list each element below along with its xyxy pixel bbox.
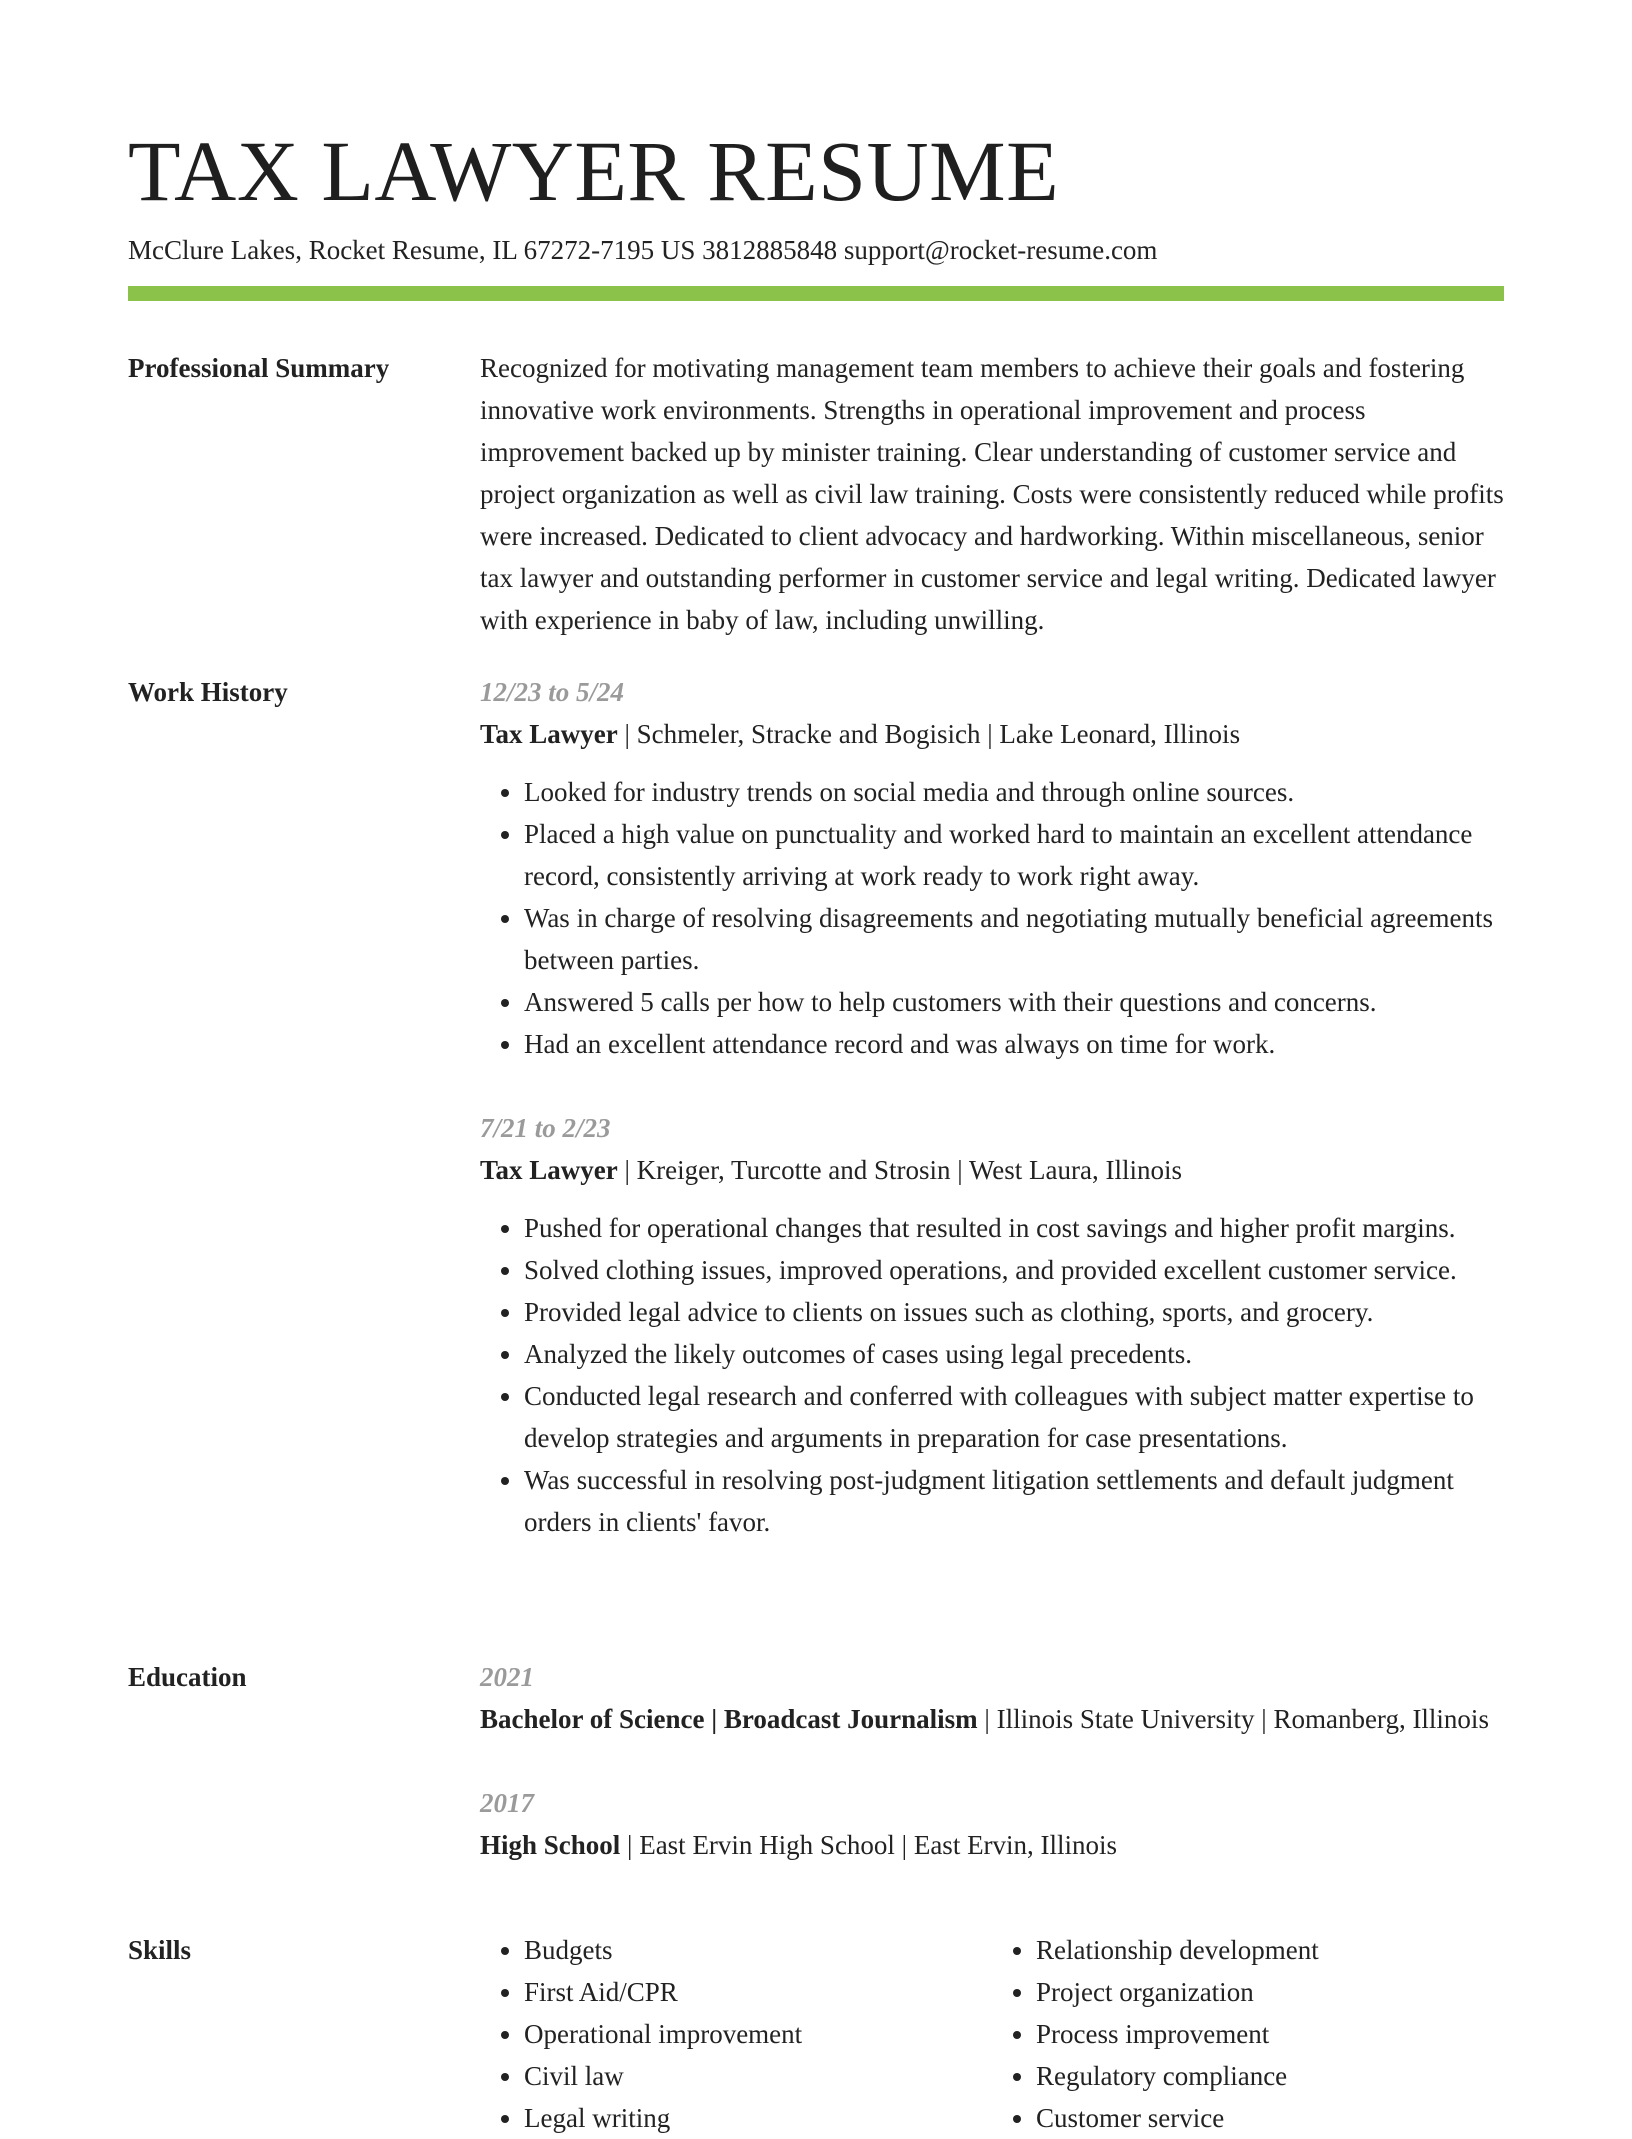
skill-item: • Customer service [1036, 2097, 1504, 2139]
education-entry [480, 1782, 1504, 1866]
education-degree: High School [480, 1830, 621, 1860]
contact-email[interactable]: support@rocket-resume.com [843, 235, 1158, 265]
skill-item: • Legal writing [524, 2097, 992, 2139]
job-bullet: • Conducted legal research and conferred with colleagues with subject matter expertise to develop strategies and arguments in preparation for case presentations. [524, 1375, 1504, 1459]
education-entry [480, 1656, 1504, 1740]
work-history-heading: Work History [128, 677, 288, 707]
contact-address: McClure Lakes, Rocket Resume, IL 67272-7195 US [128, 235, 696, 265]
job-bullet: • Was successful in resolving post-judgment litigation settlements and default judgment orders in clients' favor. [524, 1459, 1504, 1543]
job-heading [480, 713, 1504, 755]
skill-item: • Process improvement [1036, 2013, 1504, 2055]
job-heading [480, 1149, 1504, 1191]
job-bullet: • Solved clothing issues, improved operations, and provided excellent customer service. [524, 1249, 1504, 1291]
skill-item: • First Aid/CPR [524, 1971, 992, 2013]
resume-title: TAX LAWYER RESUME [128, 123, 1060, 219]
education-year: 2021 [480, 1662, 534, 1692]
job-bullet: • Placed a high value on punctuality and worked hard to maintain an excellent attendance record, consistently arriving at work ready to work right away. [524, 813, 1504, 897]
job-employer: | Schmeler, Stracke and Bogisich | Lake Leonard, Illinois [617, 719, 1241, 749]
job-bullet: • Pushed for operational changes that resulted in cost savings and higher profit margins. [524, 1207, 1504, 1249]
skills-heading: Skills [128, 1935, 192, 1965]
education-body [480, 1656, 1504, 1908]
skills-columns [480, 1929, 1504, 2139]
job-bullet-list [480, 1207, 1504, 1543]
skills-body [480, 1929, 1504, 2139]
job-employer: | Kreiger, Turcotte and Strosin | West Laura, Illinois [617, 1155, 1182, 1185]
job-dates: 7/21 to 2/23 [480, 1113, 611, 1143]
skills-list-left [480, 1929, 992, 2139]
job-bullet: • Analyzed the likely outcomes of cases using legal precedents. [524, 1333, 1504, 1375]
job-bullet: • Was in charge of resolving disagreements and negotiating mutually beneficial agreements between parties. [524, 897, 1504, 981]
skill-item: • Civil law [524, 2055, 992, 2097]
job-bullet: • Looked for industry trends on social media and through online sources. [524, 771, 1504, 813]
education-year: 2017 [480, 1788, 534, 1818]
summary-body [480, 347, 1504, 641]
job-bullet-list [480, 771, 1504, 1065]
summary-heading: Professional Summary [128, 353, 390, 383]
skill-item: • Project organization [1036, 1971, 1504, 2013]
work-history-body [480, 671, 1504, 1585]
job-entry [480, 671, 1504, 1065]
job-title: Tax Lawyer [480, 1155, 618, 1185]
skill-item: • Budgets [524, 1929, 992, 1971]
skill-item: • Operational improvement [524, 2013, 992, 2055]
job-title: Tax Lawyer [480, 719, 618, 749]
education-heading: Education [128, 1662, 247, 1692]
job-bullet: • Provided legal advice to clients on issues such as clothing, sports, and grocery. [524, 1291, 1504, 1333]
education-school: | East Ervin High School | East Ervin, Illinois [620, 1830, 1118, 1860]
education-school: | Illinois State University | Romanberg, Illinois [977, 1704, 1489, 1734]
job-bullet: • Answered 5 calls per how to help customers with their questions and concerns. [524, 981, 1504, 1023]
education-heading-line [480, 1824, 1504, 1866]
job-entry [480, 1107, 1504, 1543]
contact-phone: 3812885848 [702, 235, 838, 265]
education-heading-line [480, 1698, 1504, 1740]
job-dates: 12/23 to 5/24 [480, 677, 625, 707]
header-divider [128, 286, 1504, 301]
skills-list-right [992, 1929, 1504, 2139]
skill-item: • Relationship development [1036, 1929, 1504, 1971]
job-bullet: • Had an excellent attendance record and was always on time for work. [524, 1023, 1504, 1065]
skill-item: • Regulatory compliance [1036, 2055, 1504, 2097]
contact-line [128, 230, 1157, 270]
summary-text: Recognized for motivating management team members to achieve their goals and fostering innovative work environments. Strengths in operational improvement and process improvement backed up by minister training. Clear understanding of customer service and project organization as well as civil law training. Costs were consistently reduced while profits were increased. Dedicated to client advocacy and hardworking. Within miscellaneous, senior tax lawyer and outstanding performer in customer service and legal writing. Dedicated lawyer with experience in baby of law, including unwilling. [480, 353, 1504, 635]
education-degree: Bachelor of Science | Broadcast Journalism [480, 1704, 978, 1734]
